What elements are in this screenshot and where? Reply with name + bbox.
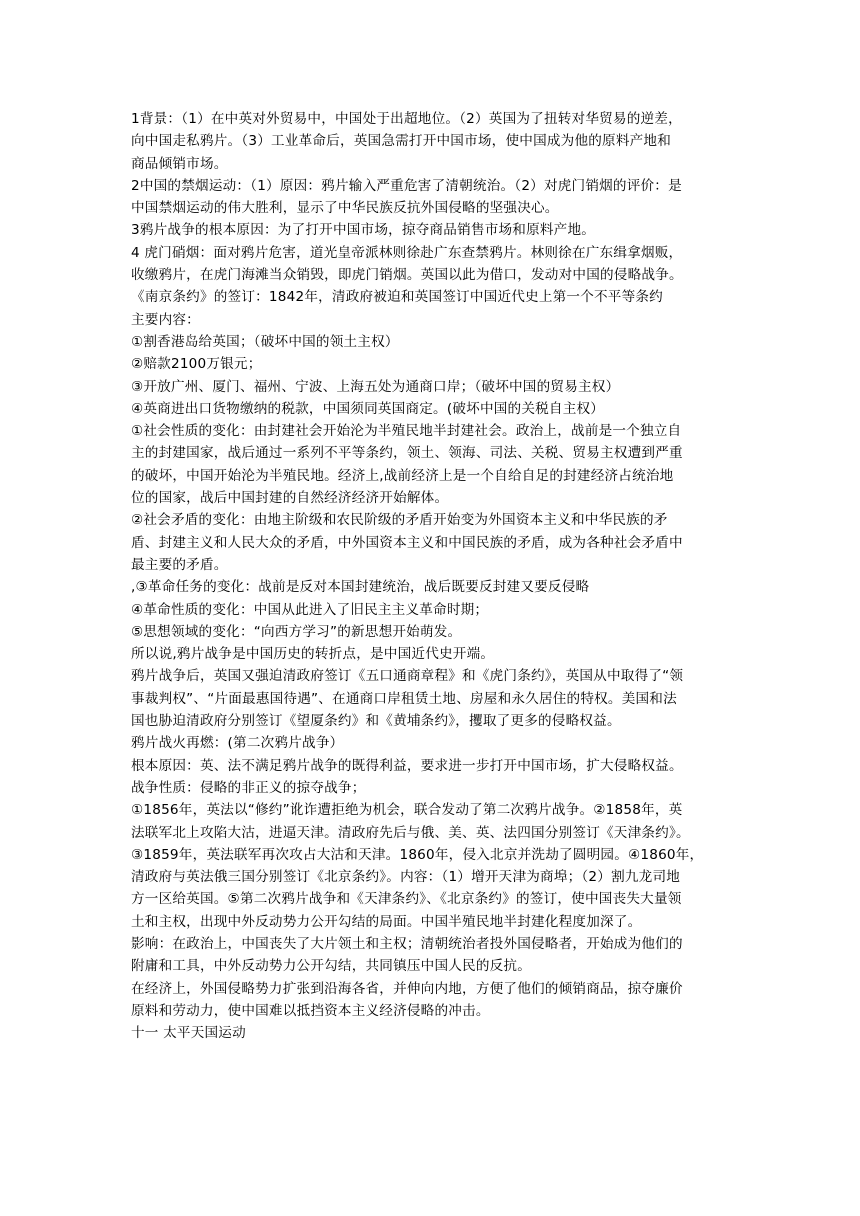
text-line: 向中国走私鸦片。（3）工业革命后，英国急需打开中国市场，使中国成为他的原料产地和 <box>131 133 672 150</box>
text-line: 3鸦片战争的根本原因：为了打开中国市场，掠夺商品销售市场和原料产地。 <box>131 222 596 239</box>
text-line: 法联军北上攻陷大沽，进逼天津。清政府先后与俄、美、英、法四国分别签订《天津条约》。 <box>131 824 690 841</box>
text-line: 国也胁迫清政府分别签订《望厦条约》和《黄埔条约》，攫取了更多的侵略权益。 <box>131 713 621 730</box>
text-line: 鸦片战争后，英国又强迫清政府签订《五口通商章程》和《虎门条约》，英国从中取得了“领 <box>131 668 684 685</box>
text-line: 位的国家，战后中国封建的自然经济经济开始解体。 <box>131 490 449 507</box>
text-line: ⑤思想领域的变化：“向西方学习”的新思想开始萌发。 <box>131 623 462 640</box>
text-line: 战争性质：侵略的非正义的掠夺战争； <box>131 779 366 796</box>
text-line: 《南京条约》的签订：1842年，清政府被迫和英国签订中国近代史上第一个不平等条约 <box>131 289 663 306</box>
text-line: 在经济上，外国侵略势力扩张到沿海各省，并伸向内地，方便了他们的倾销商品，掠夺廉价 <box>131 980 683 997</box>
text-line: 所以说,鸦片战争是中国历史的转折点，是中国近代史开端。 <box>131 646 495 663</box>
text-line: ④革命性质的变化：中国从此进入了旧民主主义革命时期； <box>131 601 489 618</box>
document-body <box>131 108 731 1044</box>
text-line: ①社会性质的变化：由封建社会开始沦为半殖民地半封建社会。政治上，战前是一个独立自 <box>131 423 682 440</box>
text-line: 1背景：（1）在中英对外贸易中，中国处于出超地位。（2）英国为了扭转对华贸易的逆差， <box>131 111 682 127</box>
text-line: ②赔款2100万银元； <box>131 356 262 373</box>
text-line: 根本原因：英、法不满足鸦片战争的既得利益，要求进一步打开中国市场，扩大侵略权益。 <box>131 757 683 774</box>
text-line: 2中国的禁烟运动：（1）原因：鸦片输入严重危害了清朝统治。（2）对虎门销烟的评价：是 <box>131 177 682 194</box>
text-line: 原料和劳动力，使中国难以抵挡资本主义经济侵略的冲击。 <box>131 1002 490 1019</box>
text-line: 清政府与英法俄三国分别签订《北京条约》。内容：（1）增开天津为商埠；（2）割九龙司地 <box>131 869 681 886</box>
text-line: ①1856年，英法以“修约”讹诈遭拒绝为机会，联合发动了第二次鸦片战争。②1858年，英 <box>131 802 683 819</box>
text-line: 收缴鸦片，在虎门海滩当众销毁，即虎门销烟。英国以此为借口，发动对中国的侵略战争。 <box>131 267 683 284</box>
text-line: ①割香港岛给英国；（破坏中国的领土主权） <box>131 333 399 350</box>
text-line: ③开放广州、厦门、福州、宁波、上海五处为通商口岸；（破坏中国的贸易主权） <box>131 378 620 395</box>
text-line: 商品倾销市场。 <box>131 155 228 172</box>
text-line: ③1859年，英法联军再次攻占大沽和天津。1860年，侵入北京并洗劫了圆明园。④1860年， <box>131 846 704 863</box>
text-line: 最主要的矛盾。 <box>131 556 228 573</box>
text-line: 土和主权，出现中外反动势力公开勾结的局面。中国半殖民地半封建化程度加深了。 <box>131 913 642 930</box>
text-line: 中国禁烟运动的伟大胜利，显示了中华民族反抗外国侵略的坚强决心。 <box>131 200 559 217</box>
text-line: 的破坏，中国开始沦为半殖民地。经济上,战前经济上是一个自给自足的封建经济占统治地 <box>131 467 674 484</box>
section-heading: 十一 太平天国运动 <box>131 1025 246 1042</box>
text-line: 盾、封建主义和人民大众的矛盾，中外国资本主义和中国民族的矛盾，成为各种社会矛盾中 <box>131 534 683 551</box>
text-line: 附庸和工具，中外反动势力公开勾结，共同镇压中国人民的反抗。 <box>131 958 532 975</box>
text-line: ②社会矛盾的变化：由地主阶级和农民阶级的矛盾开始变为外国资本主义和中华民族的矛 <box>131 512 668 529</box>
text-line: 方一区给英国。⑤第二次鸦片战争和《天津条约》、《北京条约》的签订，使中国丧失大量领 <box>131 891 682 908</box>
text-line: 4 虎门硝烟：面对鸦片危害，道光皇帝派林则徐赴广东查禁鸦片。林则徐在广东缉拿烟贩， <box>131 244 683 261</box>
text-line: 主的封建国家，战后通过一系列不平等条约，领土、领海、司法、关税、贸易主权遭到严重 <box>131 445 683 462</box>
text-line: 鸦片战火再燃：(第二次鸦片战争） <box>131 735 344 752</box>
text-line: 主要内容： <box>131 311 200 328</box>
text-line: ,③革命任务的变化：战前是反对本国封建统治，战后既要反封建又要反侵略 <box>131 579 590 596</box>
text-line: 事裁判权”、“片面最惠国待遇”、在通商口岸租赁土地、房屋和永久居住的特权。美国和法 <box>131 690 677 707</box>
text-line: 影响：在政治上，中国丧失了大片领土和主权；清朝统治者投外国侵略者，开始成为他们的 <box>131 935 683 952</box>
text-line: ④英商进出口货物缴纳的税款，中国须同英国商定。(破坏中国的关税自主权） <box>131 400 605 417</box>
